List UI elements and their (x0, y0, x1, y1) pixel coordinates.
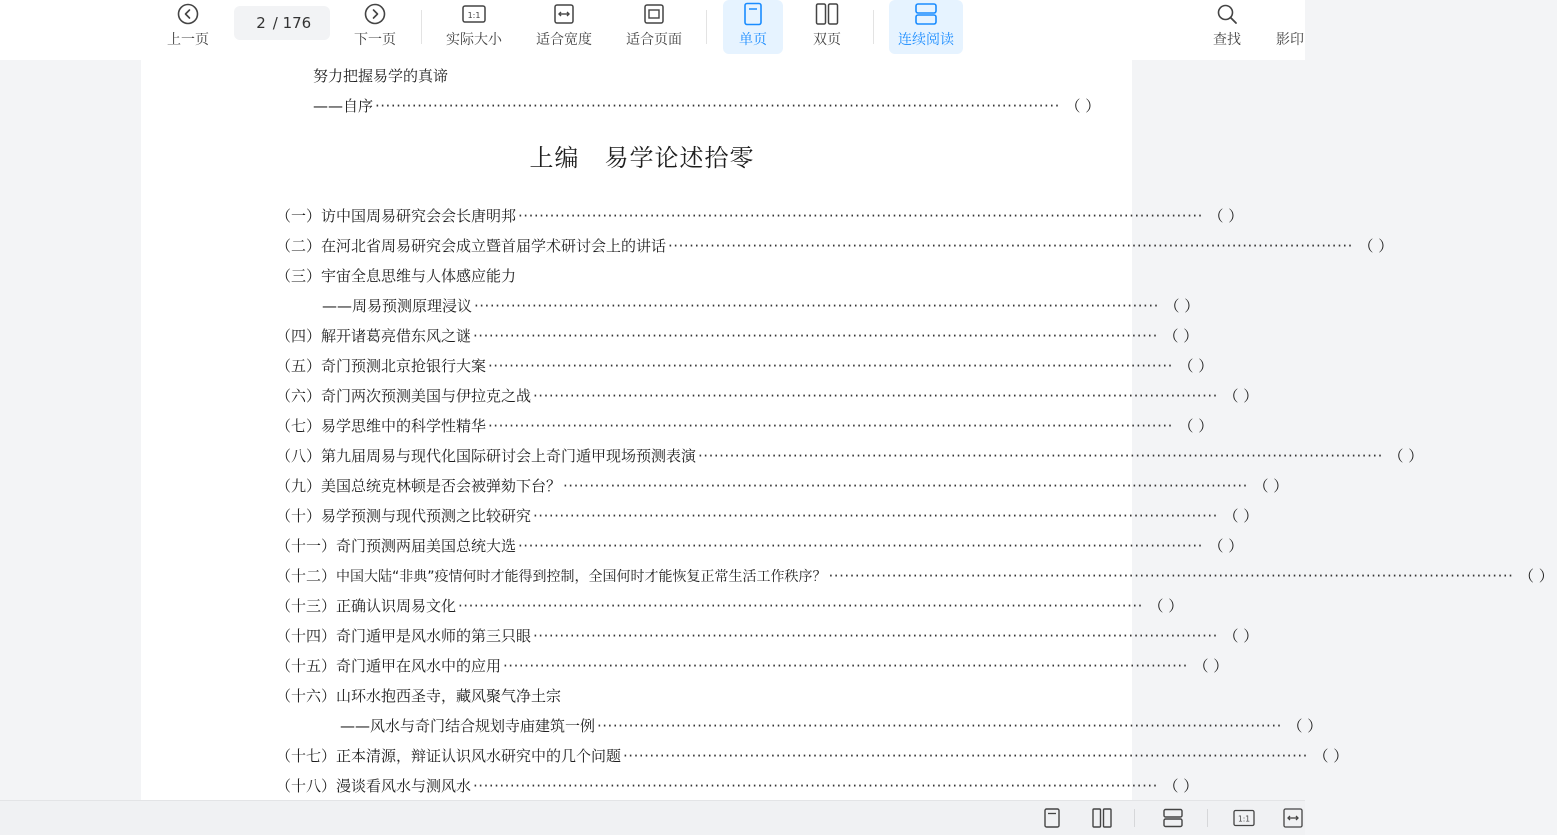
fit-width-icon (1283, 808, 1303, 828)
continuous-reading-icon (914, 2, 938, 26)
bottom-status-bar (0, 800, 1305, 835)
toc-entry[interactable] (276, 475, 1289, 497)
toc-entry-number: （三） (276, 267, 322, 285)
toc-entry-text: 宇宙全息思维与人体感应能力 (321, 267, 517, 285)
toc-entry-text: ——自序 (313, 97, 374, 115)
toc-page-number: （ ） (1208, 207, 1244, 225)
double-page-label: 双页 (813, 32, 841, 48)
preface-entry[interactable] (313, 95, 1101, 117)
single-page-view-button[interactable] (1040, 806, 1064, 830)
double-page-icon (1092, 808, 1112, 828)
toc-leader-dots: ·································································································································· (563, 477, 1248, 495)
toc-entry-number: （八） (276, 447, 322, 465)
statusbar-divider (1207, 809, 1208, 827)
reader-toolbar (0, 0, 1305, 60)
search-label: 查找 (1213, 32, 1241, 48)
toc-leader-dots: ·································································································································· (828, 567, 1514, 585)
actual-size-button[interactable] (440, 0, 508, 54)
toc-entry[interactable] (276, 205, 1244, 227)
toc-entry-number: （十八） (276, 777, 337, 795)
search-button[interactable] (1205, 0, 1249, 54)
prev-page-button[interactable] (160, 0, 216, 54)
toc-entry-text: 山环水抱西圣寺，藏风聚气净土宗 (336, 687, 562, 705)
actual-size-icon (1233, 809, 1255, 827)
single-page-label: 单页 (739, 32, 767, 48)
section-title: 上编 易学论述拾零 (529, 144, 755, 172)
toc-entry[interactable] (276, 595, 1184, 617)
toolbar-divider (706, 10, 707, 44)
double-page-button[interactable] (797, 0, 857, 54)
toc-leader-dots: ·································································································································· (597, 717, 1282, 735)
toc-entry-text: 奇门遁甲是风水师的第三只眼 (336, 627, 532, 645)
statusbar-divider (1134, 809, 1135, 827)
toc-entry-text: 中国大陆“非典”疫情何时才能得到控制，全国何时才能恢复正常生活工作秩序？ (336, 569, 827, 585)
prev-page-label: 上一页 (167, 32, 209, 48)
toc-page-number: （ ） (1193, 657, 1229, 675)
toc-entry[interactable] (276, 235, 1394, 257)
arrow-right-circle-icon (363, 2, 387, 26)
photocopy-button[interactable] (1276, 0, 1305, 54)
toc-leader-dots: ·································································································································· (473, 777, 1158, 795)
toolbar-divider (873, 10, 874, 44)
toc-entry-number: （二） (276, 237, 322, 255)
toc-entry-number: （十六） (276, 687, 337, 705)
continuous-reading-label: 连续阅读 (898, 32, 954, 48)
toc-entry-subtitle[interactable] (276, 295, 1200, 317)
toc-leader-dots: ·································································································································· (533, 507, 1218, 525)
toc-entry-text: 正本清源，辩证认识风水研究中的几个问题 (336, 747, 622, 765)
toc-page-number: （ ） (1223, 627, 1259, 645)
toc-entry[interactable] (276, 415, 1214, 437)
single-page-icon (1043, 808, 1061, 828)
toc-page-number: （ ） (1208, 537, 1244, 555)
toc-leader-dots: ·································································································································· (533, 387, 1218, 405)
toc-page-number: （ ） (1223, 387, 1259, 405)
toc-leader-dots: ·································································································································· (488, 357, 1173, 375)
svg-text:1:1: 1:1 (467, 11, 481, 20)
toc-entry-number: （十二） (276, 567, 337, 585)
toc-entry-number: （十七） (276, 747, 337, 765)
search-icon (1215, 2, 1239, 26)
toc-entry-text: 奇门预测两届美国总统大选 (336, 537, 517, 555)
document-page (141, 60, 1554, 800)
toc-entry-text: 解开诸葛亮借东风之谜 (321, 327, 472, 345)
toc-entry-text: 美国总统克林顿是否会被弹劾下台？ (321, 477, 562, 495)
fit-page-label: 适合页面 (626, 32, 682, 48)
toc-entry-number: （十五） (276, 657, 337, 675)
toc-entry-text: 奇门两次预测美国与伊拉克之战 (321, 387, 532, 405)
toc-entry[interactable] (276, 385, 1259, 407)
toc-entry-text: 第九届周易与现代化国际研讨会上奇门遁甲现场预测表演 (321, 447, 697, 465)
toc-entry[interactable] (276, 355, 1214, 377)
toc-page-number: （ ） (1287, 717, 1323, 735)
toc-entry-text: 在河北省周易研究会成立暨首届学术研讨会上的讲话 (321, 237, 667, 255)
photocopy-icon (1276, 2, 1300, 26)
actual-size-view-button[interactable] (1232, 806, 1256, 830)
toc-entry-text: 奇门预测北京抢银行大案 (321, 357, 487, 375)
toc-entry-number: （九） (276, 477, 322, 495)
toc-page-number: （ ） (1163, 777, 1199, 795)
next-page-label: 下一页 (354, 32, 396, 48)
double-page-view-button[interactable] (1090, 806, 1114, 830)
next-page-button[interactable] (347, 0, 403, 54)
toc-entry[interactable] (276, 655, 1229, 677)
toc-page-number: （ ） (1065, 97, 1101, 115)
toc-entry-text: 漫谈看风水与测风水 (336, 777, 472, 795)
toc-leader-dots: ·································································································································· (623, 747, 1308, 765)
toc-entry-text: ——周易预测原理浸议 (322, 297, 473, 315)
toc-entry[interactable] (276, 325, 1199, 347)
toc-leader-dots: ·································································································································· (375, 97, 1060, 115)
actual-size-label: 实际大小 (446, 32, 502, 48)
fit-page-icon (642, 2, 666, 26)
fit-width-view-button[interactable] (1281, 806, 1305, 830)
toc-entry[interactable] (276, 505, 1259, 527)
toc-entry[interactable] (276, 535, 1244, 557)
toc-leader-dots: ·································································································································· (518, 207, 1203, 225)
fit-width-label: 适合宽度 (536, 32, 592, 48)
toc-page-number: （ ） (1163, 327, 1199, 345)
toolbar-divider (421, 10, 422, 44)
toc-page-number: （ ） (1148, 597, 1184, 615)
toc-entry-number: （一） (276, 207, 322, 225)
fit-width-button[interactable] (530, 0, 598, 54)
toc-entry-text: 奇门遁甲在风水中的应用 (336, 657, 502, 675)
toc-entry-text: 易学思维中的科学性精华 (321, 417, 487, 435)
toc-page-number: （ ） (1223, 507, 1259, 525)
page-indicator (234, 6, 330, 40)
toc-leader-dots: ·································································································································· (503, 657, 1188, 675)
photocopy-label: 影印 (1276, 32, 1304, 48)
toc-entry[interactable] (276, 565, 1554, 587)
continuous-reading-button[interactable] (889, 0, 963, 54)
preface-title: 努力把握易学的真谛 (313, 67, 449, 85)
toc-leader-dots: ·································································································································· (698, 447, 1383, 465)
toc-entry[interactable] (276, 625, 1259, 647)
page-number-input[interactable] (248, 14, 266, 32)
single-page-button[interactable] (723, 0, 783, 54)
toc-page-number: （ ） (1313, 747, 1349, 765)
toc-entry-number: （六） (276, 387, 322, 405)
toc-page-number: （ ） (1358, 237, 1394, 255)
toc-entry-text: ——风水与奇门结合规划寺庙建筑一例 (340, 717, 596, 735)
toc-entry-text: 正确认识周易文化 (336, 597, 457, 615)
toc-entry-text: 易学预测与现代预测之比较研究 (321, 507, 532, 525)
toc-entry-number: （四） (276, 327, 322, 345)
toc-entry-number: （十） (276, 507, 322, 525)
continuous-view-button[interactable] (1161, 806, 1185, 830)
actual-size-icon (462, 2, 486, 26)
toc-leader-dots: ·································································································································· (668, 237, 1353, 255)
continuous-reading-icon (1163, 808, 1183, 828)
toc-page-number: （ ） (1388, 447, 1424, 465)
svg-text:1:1: 1:1 (1237, 814, 1251, 824)
toc-entry[interactable] (276, 445, 1424, 467)
toc-entry[interactable] (276, 775, 1199, 797)
arrow-left-circle-icon (176, 2, 200, 26)
toc-entry[interactable] (276, 685, 1036, 707)
toc-entry-number: （十四） (276, 627, 337, 645)
toc-leader-dots: ·································································································································· (533, 627, 1218, 645)
toc-page-number: （ ） (1178, 417, 1214, 435)
toc-entry-subtitle[interactable] (276, 715, 1323, 737)
toc-entry[interactable] (276, 745, 1349, 767)
toc-entry-number: （十三） (276, 597, 337, 615)
single-page-icon (741, 2, 765, 26)
page-total: / 176 (272, 14, 312, 32)
toc-entry-text: 访中国周易研究会会长唐明邦 (321, 207, 517, 225)
double-page-icon (815, 2, 839, 26)
toc-page-number: （ ） (1253, 477, 1289, 495)
toc-leader-dots: ·································································································································· (474, 297, 1159, 315)
toc-entry-number: （十一） (276, 537, 337, 555)
toc-page-number: （ ） (1178, 357, 1214, 375)
toc-entry-number: （五） (276, 357, 322, 375)
fit-page-button[interactable] (620, 0, 688, 54)
toc-leader-dots: ·································································································································· (458, 597, 1143, 615)
toc-page-number: （ ） (1519, 567, 1554, 585)
toc-leader-dots: ·································································································································· (473, 327, 1158, 345)
toc-entry[interactable] (276, 265, 1036, 287)
toc-leader-dots: ·································································································································· (518, 537, 1203, 555)
toc-leader-dots: ·································································································································· (488, 417, 1173, 435)
toc-page-number: （ ） (1164, 297, 1200, 315)
toc-entry-number: （七） (276, 417, 322, 435)
fit-width-icon (552, 2, 576, 26)
